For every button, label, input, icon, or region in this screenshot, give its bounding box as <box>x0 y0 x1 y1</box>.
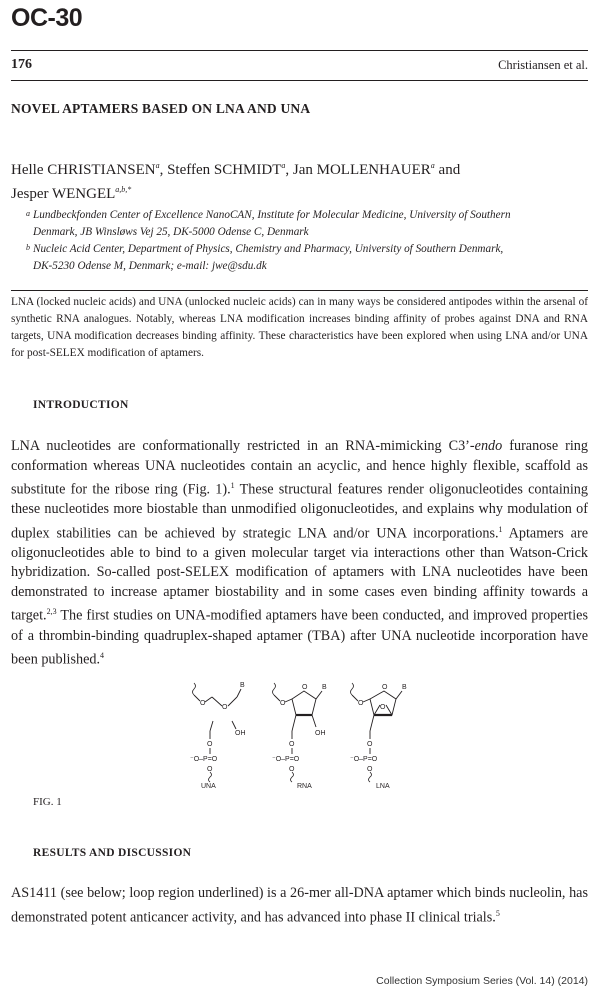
base-label: B <box>402 684 407 691</box>
oxygen-label: O <box>222 704 228 711</box>
affiliation-text: DK-5230 Odense M, Denmark; e-mail: jwe@sdu.dk <box>33 260 267 272</box>
citation-ref: 1 <box>230 481 235 490</box>
oxygen-label: O <box>280 700 286 707</box>
oxygen-label: O <box>382 684 388 691</box>
page-number: 176 <box>11 57 32 72</box>
affiliation-a <box>26 207 583 241</box>
affiliation-b <box>26 241 583 275</box>
author-separator: , <box>285 162 293 178</box>
oxygen-label: O <box>200 700 206 707</box>
footer-series: Collection Symposium Series (Vol. 14) (2014) <box>376 975 588 987</box>
text-run: These structural features render oligonucleotides containing these nucleotides more biostable than unmodified oligonucleotides, and explains why modulation of duplex stabilities can be achieved by strategic LNA and/or UNA incorporations. <box>11 481 588 542</box>
affiliation-text: Lundbeckfonden Center of Excellence NanoCAN, Institute for Molecular Medicine, University of Southern <box>33 209 511 221</box>
oxygen-label: O <box>380 704 386 711</box>
figure-label-una: UNA <box>201 783 216 790</box>
citation-ref: 2,3 <box>46 607 57 617</box>
abstract-rule <box>11 290 588 291</box>
author-name: Jan MOLLENHAUER <box>292 162 431 178</box>
paper-title: NOVEL APTAMERS BASED ON LNA AND UNA <box>11 101 311 116</box>
author-separator: , <box>159 162 168 178</box>
author-separator: and <box>434 162 461 178</box>
paper-code: OC-30 <box>11 4 83 32</box>
affiliation-text: Denmark, JB Winsløws Vej 25, DK-5000 Odense C, Denmark <box>33 226 309 238</box>
text-run: AS1411 (see below; loop region underlined) is a 26-mer all-DNA aptamer which binds nucleolin, has demonstrated potent anticancer activity, and has advanced into phase II clinical trials. <box>11 885 588 926</box>
hydroxyl-label: OH <box>315 730 326 737</box>
section-heading-introduction: INTRODUCTION <box>33 399 129 411</box>
text-run: Aptamers are oligonucleotides able to bind to a given molecular target via interactions other than Watson-Crick hybridization. So-called post-SELEX modification of aptamers with LNA nucleotides have been demonstrated to increase aptamer biostability and in some cases even binding affinity towards a target. <box>11 525 588 625</box>
running-head: Christiansen et al. <box>498 58 588 72</box>
section-heading-results: RESULTS AND DISCUSSION <box>33 847 192 859</box>
citation-ref: 4 <box>100 651 105 661</box>
author-list <box>11 156 571 204</box>
author-affiliation-mark: a <box>281 161 286 170</box>
rna-structure <box>272 683 327 790</box>
oxygen-label: O <box>289 766 295 773</box>
oxygen-label: O <box>302 684 308 691</box>
author-name: Jesper WENGEL <box>11 186 116 202</box>
oxygen-label: O <box>207 766 213 773</box>
author-affiliation-mark: a,b,* <box>115 185 132 194</box>
base-label: B <box>322 684 327 691</box>
oxygen-label: O <box>367 766 373 773</box>
figure-label-rna: RNA <box>297 783 312 790</box>
affiliation-text: Nucleic Acid Center, Department of Physics, Chemistry and Pharmacy, University of Southern Denmark, <box>33 243 504 255</box>
citation-ref: 1 <box>498 524 503 534</box>
phosphate-label: ⁻O–P=O <box>272 756 300 763</box>
affiliations <box>26 207 583 275</box>
author-affiliation-mark: a <box>430 161 435 170</box>
text-run: The first studies on UNA-modified aptamers have been conducted, and improved properties of a thrombin-binding quadruplex-shaped aptamer (TBA) after UNA nucleotide incorporation have been published. <box>11 608 588 668</box>
base-label: B <box>240 682 245 689</box>
figure-label-lna: LNA <box>376 783 390 790</box>
header-rule-bottom <box>11 80 588 81</box>
figure-caption: FIG. 1 <box>33 796 62 808</box>
introduction-paragraph <box>11 437 588 670</box>
results-paragraph <box>11 884 588 928</box>
wavy-bond <box>193 683 196 695</box>
oxygen-label: O <box>367 741 373 748</box>
phosphate-label: ⁻O–P=O <box>350 756 378 763</box>
citation-ref: 5 <box>495 908 500 918</box>
abstract: LNA (locked nucleic acids) and UNA (unlocked nucleic acids) can in many ways be considered antipodes within the arsenal of synthetic RNA analogues. Notably, whereas LNA modification increases binding affinity of probes against DNA and RNA targets, UNA modification decreases binding affinity. These characteristics have been explored when using LNA and/or UNA for post-SELEX modification of aptamers. <box>11 296 588 359</box>
una-structure <box>190 682 246 790</box>
phosphate-label: ⁻O–P=O <box>190 756 218 763</box>
figure-1-structures <box>180 675 420 790</box>
text-run: furanose ring conformation whereas UNA nucleotides contain an acyclic, and hence highly flexible, scaffold as substitute for the ribose ring (Fig. 1). <box>11 438 588 498</box>
oxygen-label: O <box>289 741 295 748</box>
lna-structure <box>350 683 407 790</box>
header-rule-top <box>11 50 588 51</box>
hydroxyl-label: OH <box>235 730 246 737</box>
text-run: LNA nucleotides are conformationally restricted in an RNA-mimicking C3’- <box>11 438 475 454</box>
oxygen-label: O <box>207 741 213 748</box>
author-name: Steffen SCHMIDT <box>167 162 282 178</box>
text-run-italic: endo <box>474 438 503 454</box>
affiliation-mark: a <box>26 209 30 218</box>
affiliation-mark: b <box>26 243 30 252</box>
author-name: Helle CHRISTIANSEN <box>11 162 156 178</box>
oxygen-label: O <box>358 700 364 707</box>
author-affiliation-mark: a <box>155 161 160 170</box>
